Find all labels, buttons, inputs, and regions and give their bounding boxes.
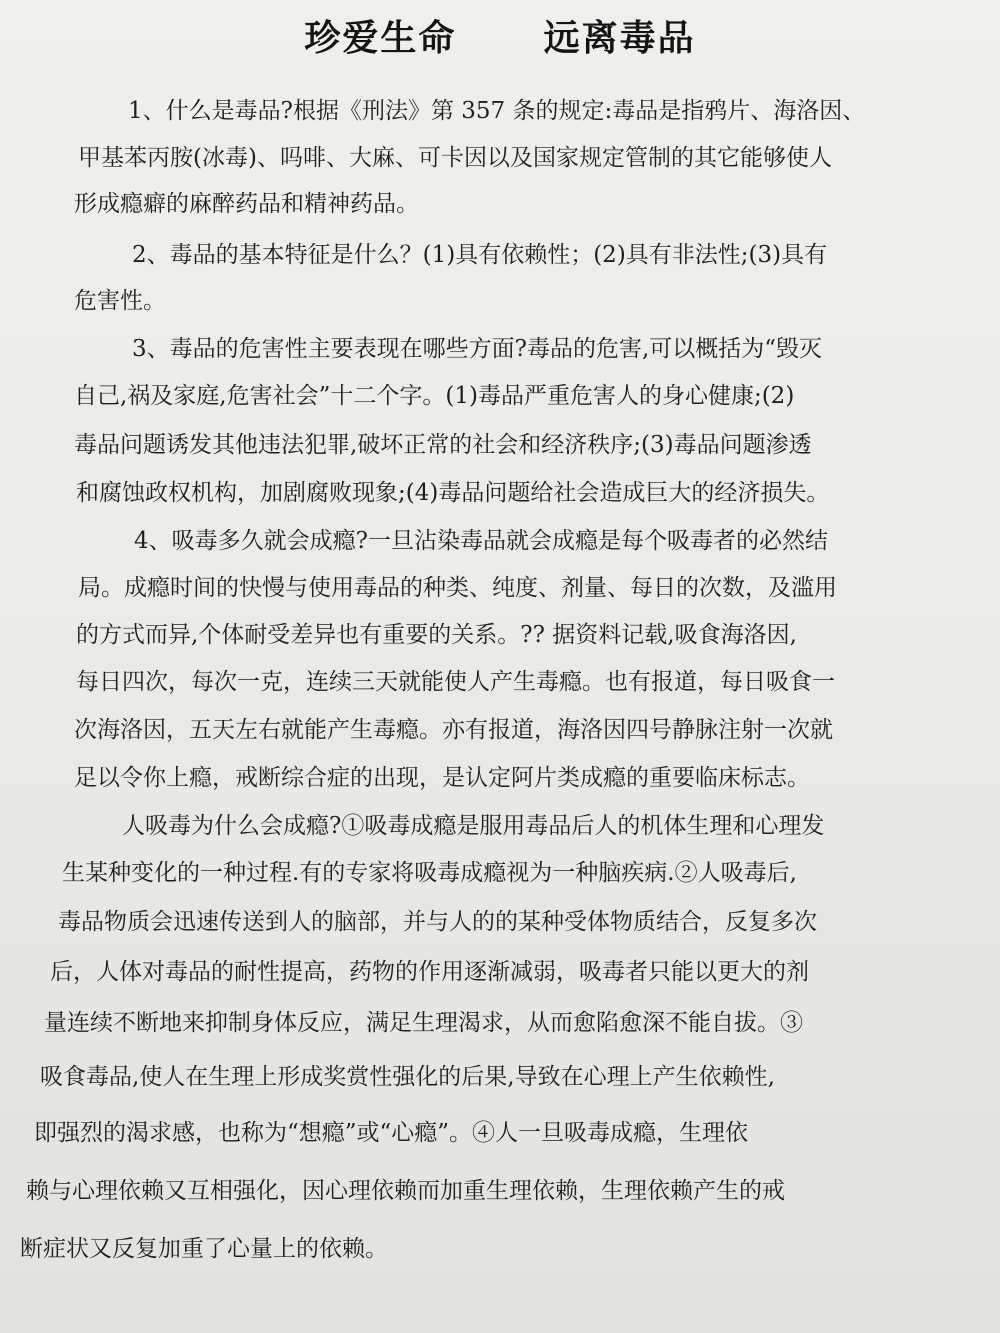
- text-line: 量连续不断地来抑制身体反应，满足生理渴求，从而愈陷愈深不能自拔。③: [44, 1010, 803, 1036]
- text-line: 2、毒品的基本特征是什么？(1)具有依赖性；(2)具有非法性;(3)具有: [132, 242, 828, 268]
- text-line: 即强烈的渴求感，也称为“想瘾”或“心瘾”。④人一旦吸毒成瘾，生理依: [34, 1120, 749, 1146]
- text-line: 自己,祸及家庭,危害社会”十二个字。(1)毒品严重危害人的身心健康;(2): [74, 383, 795, 409]
- text-line: 每日四次，每次一克，连续三天就能使人产生毒瘾。也有报道，每日吸食一: [76, 669, 835, 695]
- text-line: 断症状又反复加重了心量上的依赖。: [20, 1236, 388, 1262]
- text-line: 吸食毒品,使人在生理上形成奖赏性强化的后果,导致在心理上产生依赖性,: [40, 1064, 775, 1090]
- text-line: 赖与心理依赖又互相强化，因心理依赖而加重生理依赖，生理依赖产生的戒: [26, 1178, 785, 1204]
- text-line: 生某种变化的一种过程.有的专家将吸毒成瘾视为一种脑疾病.②人吸毒后,: [62, 860, 797, 886]
- text-line: 毒品物质会迅速传送到人的脑部，并与人的的某种受体物质结合，反复多次: [58, 909, 817, 935]
- text-line: 后，人体对毒品的耐性提高，药物的作用逐渐减弱，吸毒者只能以更大的剂: [50, 959, 809, 985]
- text-line: 1、什么是毒品?根据《刑法》第 357 条的规定:毒品是指鸦片、海洛因、: [128, 98, 866, 124]
- text-line: 形成瘾癖的麻醉药品和精神药品。: [74, 191, 419, 217]
- text-line: 3、毒品的危害性主要表现在哪些方面?毒品的危害,可以概括为“毁灭: [132, 336, 823, 362]
- text-line: 的方式而异,个体耐受差异也有重要的关系。?? 据资料记载,吸食海洛因,: [76, 622, 797, 648]
- document-title: 珍爱生命 远离毒品: [304, 17, 696, 59]
- text-line: 甲基苯丙胺(冰毒)、吗啡、大麻、可卡因以及国家规定管制的其它能够使人: [78, 145, 832, 171]
- text-line: 危害性。: [74, 288, 166, 314]
- text-line: 和腐蚀政权机构，加剧腐败现象;(4)毒品问题给社会造成巨大的经济损失。: [76, 480, 830, 506]
- text-line: 足以令你上瘾，戒断综合症的出现，是认定阿片类成瘾的重要临床标志。: [74, 765, 810, 791]
- text-line: 局。成瘾时间的快慢与使用毒品的种类、纯度、剂量、每日的次数，及滥用: [78, 575, 837, 601]
- text-line: 人吸毒为什么会成瘾?①吸毒成瘾是服用毒品后人的机体生理和心理发: [122, 813, 825, 839]
- text-line: 毒品问题诱发其他违法犯罪,破坏正常的社会和经济秩序;(3)毒品问题渗透: [74, 432, 812, 458]
- text-line: 4、吸毒多久就会成瘾?一旦沾染毒品就会成瘾是每个吸毒者的必然结: [134, 528, 828, 554]
- text-line: 次海洛因，五天左右就能产生毒瘾。亦有报道，海洛因四号静脉注射一次就: [74, 717, 833, 743]
